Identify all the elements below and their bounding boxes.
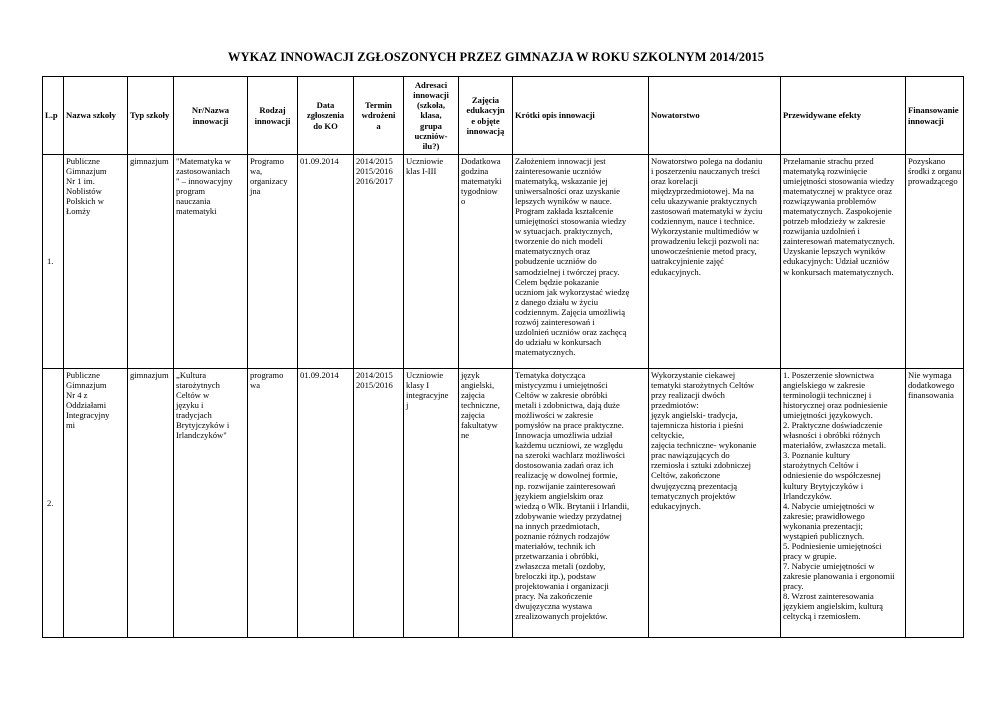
cell-text-line: Adresaci <box>414 80 448 91</box>
cell-text-line: 2015/2016 <box>356 166 393 177</box>
cell-text-line: przy realizacji dwóch <box>651 390 725 401</box>
cell-school-name <box>64 369 128 638</box>
cell-text-line: tradycjach <box>176 410 212 421</box>
cell-text-line: 4. Nabycie umiejętności w <box>783 500 875 511</box>
cell-implementation-term <box>354 369 404 638</box>
cell-text-line: każdemu uczniowi, ze względu <box>515 440 623 451</box>
cell-innovation-kind <box>248 369 298 638</box>
cell-subjects <box>459 369 513 638</box>
cell-text-line: kultury Brytyjczyków i <box>783 480 864 491</box>
cell-text-line: matematycznych. Zaspokojenie <box>783 206 892 217</box>
cell-text-line: Dodatkowa <box>461 156 501 166</box>
cell-text-line: prowadzącego <box>908 176 958 187</box>
cell-lp: 1. <box>43 155 64 369</box>
cell-text-line: innowacji <box>908 115 944 126</box>
cell-text-line: innowacji <box>192 115 229 126</box>
cell-text-line: Nowatorstwo polega na dodaniu <box>651 156 763 166</box>
cell-text-line: uzdolnień uczniów oraz zachęcą <box>515 326 627 337</box>
header-recipients <box>404 77 459 155</box>
cell-text-line: prowadzeniu lekcji pozwoli na: <box>651 236 760 247</box>
cell-text-line: Publiczne <box>66 370 100 380</box>
cell-text-line: tematycznych projektów <box>651 490 736 501</box>
cell-text-line: wykonania prezentacji; <box>783 520 863 531</box>
cell-text-line: projektowania i organizacji <box>515 580 609 591</box>
cell-submission-date <box>298 155 354 369</box>
cell-text-line: Program zakłada kształcenie <box>515 206 614 217</box>
cell-expected-effects <box>781 155 906 369</box>
cell-text-line: Uczniowie <box>406 156 444 166</box>
cell-text-line: starożytnych Celtów i <box>783 460 859 471</box>
cell-text-line: edukacyjnych. <box>651 500 701 511</box>
cell-text-line: Uczniowie <box>406 370 444 380</box>
cell-text-line: matematyką rozwinięcie <box>783 166 868 177</box>
cell-text-line: prac nawiązujących do <box>651 450 730 461</box>
cell-innovation-kind <box>248 155 298 369</box>
cell-text-line: celtyckie, <box>651 430 685 441</box>
cell-text-line: codziennym, nauce i technice. <box>651 216 755 227</box>
cell-text-line: Celtów w zakresie obróbki <box>515 390 608 401</box>
cell-text-line: Oddziałami <box>66 400 107 411</box>
cell-text-line: Nr 4 z <box>66 390 88 401</box>
cell-text-line: oraz korelacji <box>651 176 698 187</box>
cell-text-line: uatrakcyjnienie zajęć <box>651 256 724 267</box>
cell-text-line: matematycznych oraz <box>515 246 591 257</box>
cell-text-line: metali i zdobnictwa, dają duże <box>515 400 620 411</box>
cell-text-line: umiejętności stosowania wiedzy <box>515 216 627 227</box>
cell-text-line: język angielski- tradycja, <box>651 410 738 421</box>
cell-text-line: np. rozwijanie zainteresowań <box>515 480 616 491</box>
cell-text-line: edukacyjn <box>466 105 505 116</box>
cell-text-line: „Kultura <box>176 370 207 380</box>
cell-text-line: Wykorzystanie multimediów w <box>651 226 759 237</box>
cell-text-line: (szkoła, <box>417 100 445 111</box>
cell-text-line: do KO <box>313 120 338 131</box>
cell-innovation-name <box>174 155 248 369</box>
cell-text-line: 1. Poszerzenie słownictwa <box>783 370 874 380</box>
cell-text-line: zwłaszcza metali (ozdoby, <box>515 560 606 571</box>
cell-text-line: rozwijania uzdolnień i <box>783 226 860 237</box>
cell-text-line: Celtów, zakończone <box>651 470 721 481</box>
cell-description <box>513 155 649 369</box>
cell-text-line: 7. Nabycie umiejętności w <box>783 560 875 571</box>
cell-text-line: innowacją <box>466 125 505 136</box>
cell-text-line: tworzenie do nich modeli <box>515 236 603 247</box>
cell-text-line: wa, <box>250 166 263 177</box>
cell-text-line: języku i <box>176 400 204 411</box>
table-row <box>43 155 964 369</box>
cell-text-line: 2. Praktyczne doświadczenie <box>783 420 883 431</box>
cell-text-line: tygodniow <box>461 186 498 197</box>
cell-text-line: mistycyzmu i umiejętności <box>515 380 608 391</box>
innovations-table <box>42 76 964 638</box>
cell-text-line: możliwości w zakresie <box>515 410 594 421</box>
table-row <box>43 369 964 638</box>
cell-text-line: zastosowań matematyki w życiu <box>651 206 763 217</box>
cell-text-line: umiejętności językowych. <box>783 410 873 421</box>
cell-text-line: do udziału w konkursach <box>515 336 602 347</box>
cell-text-line: Brytyjczyków i <box>176 420 230 431</box>
cell-text-line: 5. Podniesienie umiejętności <box>783 540 882 551</box>
header-novelty <box>649 77 781 155</box>
page-title: WYKAZ INNOWACJI ZGŁOSZONYCH PRZEZ GIMNAZJA W ROKU SZKOLNYM 2014/2015 <box>227 50 765 64</box>
cell-text-line: Finansowanie <box>908 105 959 116</box>
cell-text-line: lepszych wyników w nauce. <box>515 196 612 207</box>
cell-text-line: o <box>461 196 466 207</box>
cell-text-line: klasy I <box>406 380 430 391</box>
header-innovation-kind <box>248 77 298 155</box>
cell-text-line: dostosowania zadań oraz ich <box>515 460 614 471</box>
cell-text-line: edukacyjnych: Udział uczniów <box>783 256 890 267</box>
cell-text-line: program <box>176 186 206 197</box>
cell-text-line: samodzielnej i twórczej pracy. <box>515 266 620 277</box>
cell-text-line: Termin <box>365 100 392 111</box>
cell-text-line: angielski, <box>461 380 495 391</box>
cell-text-line: Wykorzystanie ciekawej <box>651 370 736 380</box>
cell-text-line: starożytnych <box>176 380 220 391</box>
cell-text-line: przetwarzania i obróbki, <box>515 550 599 561</box>
cell-text-line: własności i obróbki różnych <box>783 430 881 441</box>
cell-text-line: ilu?) <box>422 140 440 151</box>
cell-text-line: dwujęzyczna wystawa <box>515 601 593 612</box>
cell-text-line: język <box>461 370 480 380</box>
cell-text-line: wdrożeni <box>361 110 396 121</box>
header-description <box>513 77 649 155</box>
cell-description <box>513 369 649 638</box>
cell-text-line: tematyki starożytnych Celtów <box>651 380 755 391</box>
cell-text-line: techniczne, <box>461 400 500 411</box>
cell-text-line: dodatkowego <box>908 380 955 391</box>
cell-text-line: 01.09.2014 <box>300 156 339 166</box>
cell-financing <box>906 155 964 369</box>
cell-text-line: unowocześnienie metod pracy, <box>651 246 757 257</box>
cell-text-line: ne <box>461 430 470 441</box>
cell-text-line: uczniom jak wykorzystać wiedzę <box>515 286 630 297</box>
cell-text-line: grupa <box>420 120 442 131</box>
cell-text-line: Łomży <box>66 206 91 217</box>
cell-text-line: językiem angielskim oraz <box>515 490 604 501</box>
cell-text-line: Celtów w <box>176 390 210 401</box>
header-subjects <box>459 77 513 155</box>
cell-financing <box>906 369 964 638</box>
cell-subjects <box>459 155 513 369</box>
cell-text-line: integracyjne <box>406 390 449 401</box>
cell-text-line: zakresie planowania i ergonomii <box>783 570 895 581</box>
cell-text-line: językiem angielskim, kulturą <box>783 601 883 612</box>
cell-text-line: na szeroki wachlarz możliwości <box>515 450 626 461</box>
header-financing <box>906 77 964 155</box>
cell-text-line: fakultatyw <box>461 420 498 431</box>
cell-text-line: realizację w dowolnej formie, <box>515 470 618 481</box>
cell-text-line: matematyki <box>461 176 502 187</box>
cell-text-line: wa <box>250 380 261 391</box>
cell-text-line: Nie wymaga <box>908 370 952 380</box>
cell-text-line: Pozyskano <box>908 156 946 166</box>
cell-text-line: Krótki opis innowacji <box>515 110 595 121</box>
cell-text-line: Typ szkoły <box>130 110 170 121</box>
cell-text-line: Przełamanie strachu przed <box>783 156 874 166</box>
cell-text-line: Założeniem innowacji jest <box>515 156 606 166</box>
cell-expected-effects <box>781 369 906 638</box>
cell-text-line: terminologii technicznej i <box>783 390 872 401</box>
cell-text-line: środki z organu <box>908 166 962 177</box>
cell-text-line: Integracyjny <box>66 410 110 421</box>
cell-text-line: z danego działu w życiu <box>515 296 599 307</box>
cell-text-line: rzemiosła i sztuki zdobniczej <box>651 460 751 471</box>
header-lp <box>43 77 64 155</box>
cell-text-line: Noblistów <box>66 186 102 197</box>
cell-text-line: Uzyskanie lepszych wyników <box>783 246 886 257</box>
cell-text-line: 2015/2016 <box>356 380 393 391</box>
cell-text-line: materiałów, zwłaszcza metali. <box>783 440 886 451</box>
cell-text-line: rozwiązywania problemów <box>783 196 877 207</box>
cell-text-line: pomysłów na prace praktyczne. <box>515 420 624 431</box>
cell-text-line: uniwersalności oraz uzyskanie <box>515 186 620 197</box>
cell-text-line: Irlandczyków" <box>176 430 227 441</box>
cell-text-line: celtycką i rzemiosłem. <box>783 611 861 622</box>
cell-text-line: Gimnazjum <box>66 166 107 177</box>
header-expected-effects <box>781 77 906 155</box>
cell-text-line: uczniów- <box>414 130 448 141</box>
header-school-type <box>128 77 174 155</box>
header-row <box>43 77 964 155</box>
cell-text-line: wystąpień publicznych. <box>783 530 865 541</box>
cell-text-line: pracy. <box>783 580 804 591</box>
cell-school-type <box>128 155 174 369</box>
cell-novelty <box>649 155 781 369</box>
cell-text-line: angielskiego w zakresie <box>783 380 866 391</box>
cell-lp: 2. <box>43 369 64 638</box>
cell-text-line: L.p <box>45 110 58 121</box>
cell-text-line: Innowacja umożliwia udział <box>515 430 613 441</box>
cell-text-line: gimnazjum <box>130 370 169 380</box>
cell-text-line: zajęcia <box>461 410 485 421</box>
cell-text-line: Data <box>316 100 335 111</box>
cell-recipients <box>404 155 459 369</box>
cell-text-line: matematyki <box>176 206 217 217</box>
cell-text-line: odniesienie do współczesnej <box>783 470 881 481</box>
cell-text-line: j <box>406 400 409 411</box>
cell-text-line: Gimnazjum <box>66 380 107 391</box>
cell-text-line: breloczki itp.), podstaw <box>515 570 597 581</box>
cell-text-line: 2014/2015 <box>356 370 393 380</box>
cell-text-line: na innych przedmiotach, <box>515 520 600 531</box>
cell-text-line: gimnazjum <box>130 156 169 166</box>
cell-submission-date <box>298 369 354 638</box>
cell-text-line: tajemnicza historia i pieśni <box>651 420 744 431</box>
cell-text-line: Polskich w <box>66 196 104 207</box>
cell-text-line: Programo <box>250 156 284 166</box>
cell-text-line: innowacji <box>254 115 291 126</box>
cell-text-line: matematycznej w praktyce oraz <box>783 186 893 197</box>
cell-text-line: zainteresowań matematycznych. <box>783 236 895 247</box>
cell-school-name <box>64 155 128 369</box>
cell-text-line: pobudzenie uczniów do <box>515 256 597 267</box>
cell-implementation-term <box>354 155 404 369</box>
cell-text-line: i poszerzeniu nauczanych treści <box>651 166 761 177</box>
cell-text-line: pracy w grupie. <box>783 550 837 561</box>
cell-innovation-name <box>174 369 248 638</box>
cell-text-line: dwujęzyczną prezentacją <box>651 480 738 491</box>
cell-text-line: 2014/2015 <box>356 156 393 166</box>
cell-text-line: Zajęcia <box>471 95 500 106</box>
cell-text-line: w konkursach matematycznych. <box>783 266 894 277</box>
cell-text-line: 01.09.2014 <box>300 370 339 380</box>
cell-text-line: zastosowaniach <box>176 166 230 177</box>
cell-text-line: Rodzaj <box>259 105 286 116</box>
cell-text-line: codziennym. Zajęcia umożliwią <box>515 306 626 317</box>
cell-text-line: umiejętności stosowania wiedzy <box>783 176 895 187</box>
cell-text-line: programo <box>250 370 284 380</box>
cell-text-line: 3. Poznanie kultury <box>783 450 851 461</box>
cell-text-line: Nr/Nazwa <box>191 105 230 116</box>
header-school-name <box>64 77 128 155</box>
cell-text-line: organizacy <box>250 176 288 187</box>
cell-text-line: celu ukazywanie praktycznych <box>651 196 757 207</box>
cell-text-line: matematycznych. <box>515 346 576 357</box>
cell-text-line: matematyką, wskazanie jej <box>515 176 608 187</box>
cell-novelty <box>649 369 781 638</box>
cell-text-line: zakresie; prawidłowego <box>783 510 865 521</box>
cell-text-line: klas I-III <box>406 166 437 177</box>
cell-text-line: zgłoszenia <box>306 110 345 121</box>
cell-text-line: nauczania <box>176 196 211 207</box>
cell-text-line: 8. Wzrost zainteresowania <box>783 591 874 602</box>
cell-text-line: przedmiotów: <box>651 400 699 411</box>
cell-text-line: finansowania <box>908 390 954 401</box>
cell-text-line: Przewidywane efekty <box>783 110 862 121</box>
cell-text-line: edukacyjnych. <box>651 266 701 277</box>
cell-text-line: materiałów, technik ich <box>515 540 596 551</box>
header-innovation-name <box>174 77 248 155</box>
cell-text-line: w sytuacjach. praktycznych, <box>515 226 613 237</box>
cell-text-line: zajęcia techniczne- wykonanie <box>651 440 757 451</box>
cell-text-line: zajęcia <box>461 390 485 401</box>
cell-text-line: Tematyka dotycząca <box>515 370 586 380</box>
cell-text-line: klasa, <box>420 110 442 121</box>
cell-text-line: Nazwa szkoły <box>66 110 116 121</box>
cell-text-line: a <box>376 120 381 131</box>
cell-text-line: godzina <box>461 166 489 177</box>
cell-text-line: rozwój zainteresowań i <box>515 316 595 327</box>
cell-text-line: potrzeb młodzieży w zakresie <box>783 216 886 227</box>
cell-text-line: Nowatorstwo <box>651 110 700 121</box>
cell-text-line: zdobywanie wiedzy przydatnej <box>515 510 622 521</box>
cell-text-line: " – innowacyjny <box>176 176 233 187</box>
cell-text-line: "Matematyka w <box>176 156 231 166</box>
cell-text-line: innowacji <box>413 90 449 101</box>
cell-text-line: zainteresowanie uczniów <box>515 166 602 177</box>
cell-text-line: 2016/2017 <box>356 176 393 187</box>
cell-school-type <box>128 369 174 638</box>
cell-text-line: Publiczne <box>66 156 100 166</box>
cell-recipients <box>404 369 459 638</box>
header-submission-date <box>298 77 354 155</box>
cell-text-line: historycznej oraz podniesienie <box>783 400 888 411</box>
cell-text-line: międzyprzedmiotowej. Ma na <box>651 186 754 197</box>
cell-text-line: Nr 1 im. <box>66 176 95 187</box>
cell-text-line: mi <box>66 420 76 431</box>
cell-text-line: Irlandczyków. <box>783 490 832 501</box>
cell-text-line: pracy. Na zakończenie <box>515 591 593 602</box>
header-implementation-term <box>354 77 404 155</box>
cell-text-line: poznanie różnych rodzajów <box>515 530 610 541</box>
cell-text-line: wiedzą o Wlk. Brytanii i Irlandii, <box>515 500 630 511</box>
cell-text-line: jna <box>250 186 261 197</box>
cell-text-line: Celem będzie pokazanie <box>515 276 599 287</box>
cell-text-line: zrealizowanych projektów. <box>515 611 608 622</box>
cell-text-line: e objęte <box>471 115 500 126</box>
